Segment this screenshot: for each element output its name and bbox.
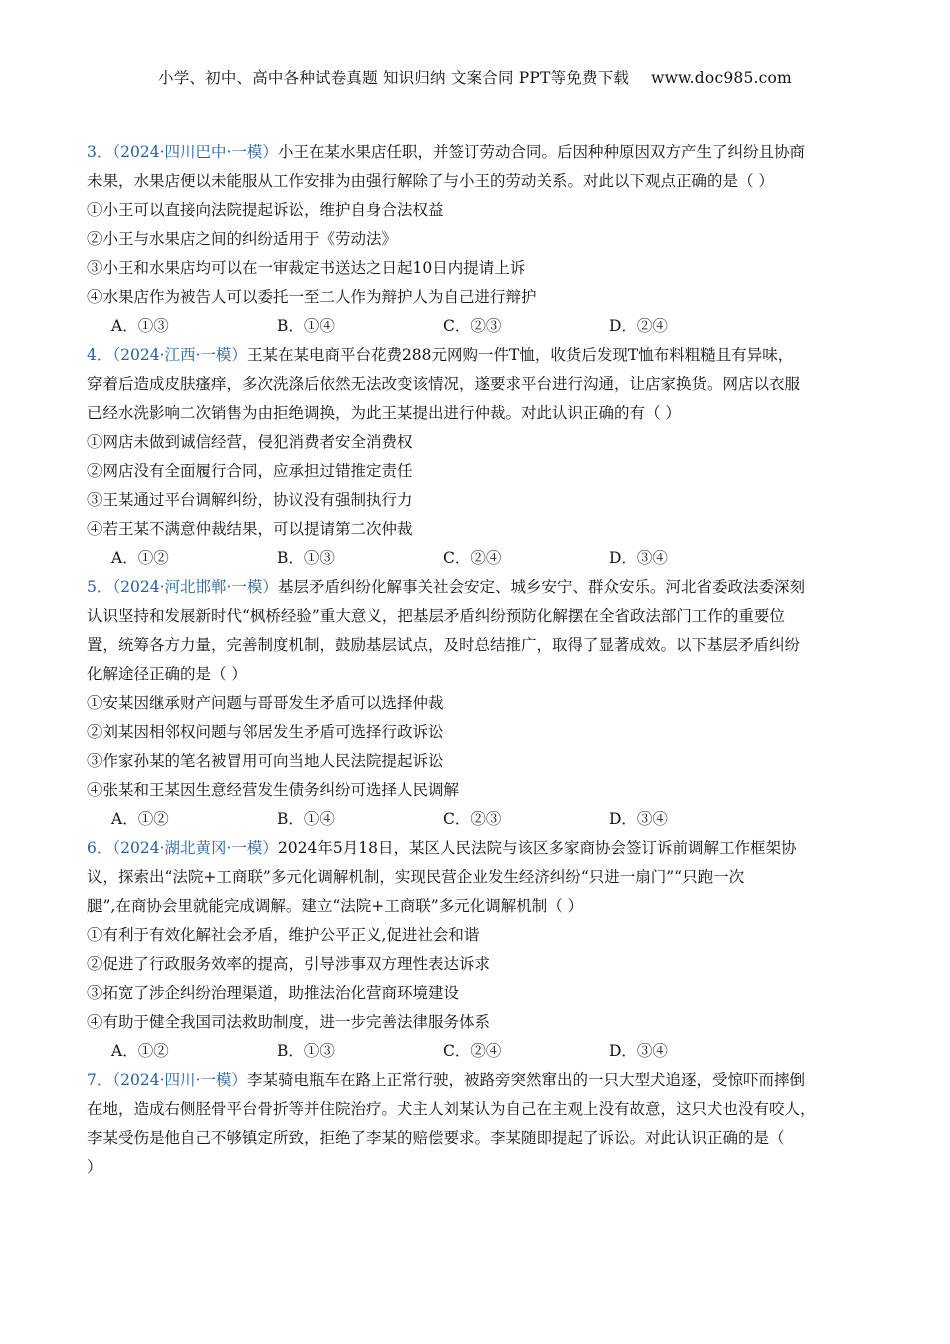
question-stem-line: 议，探索出“法院+工商联”多元化调解机制，实现民营企业发生经济纠纷“只进一扇门”“只跑一次 [87, 868, 745, 886]
statement-item: ④有助于健全我国司法救助制度，进一步完善法律服务体系 [87, 1013, 491, 1031]
answer-options [87, 805, 867, 834]
question-source: （2024·四川·一模） [112, 1071, 247, 1089]
question-4 [87, 341, 867, 573]
option-b: B．①③ [277, 549, 335, 567]
answer-options [87, 1037, 867, 1066]
question-stem-line: 李某受伤是他自己不够镇定所致，拒绝了李某的赔偿要求。李某随即提起了诉讼。对此认识正确的是（ [87, 1129, 785, 1147]
question-number: 6． [87, 839, 113, 857]
option-b: B．①④ [277, 810, 335, 828]
question-stem-line: 基层矛盾纠纷化解事关社会安定、城乡安宁、群众安乐。河北省委政法委深刻 [277, 578, 805, 596]
question-source: （2024·江西·一模） [112, 346, 247, 364]
question-stem-line: 在地，造成右侧胫骨平台骨折等并住院治疗。犬主人刘某认为自己在主观上没有故意，这只犬也没有咬人， [87, 1100, 816, 1118]
question-stem-line: 李某骑电瓶车在路上正常行驶，被路旁突然窜出的一只大型犬追逐，受惊吓而摔倒 [246, 1071, 805, 1089]
statement-item: ④若王某不满意仲裁结果，可以提请第二次仲裁 [87, 520, 413, 538]
question-6 [87, 834, 867, 1066]
question-source: （2024·湖北黄冈·一模） [112, 839, 278, 857]
option-c: C．②③ [443, 317, 502, 335]
option-c: C．②③ [443, 810, 502, 828]
option-c: C．②④ [443, 1042, 502, 1060]
question-stem-line: 穿着后造成皮肤瘙痒，多次洗涤后依然无法改变该情况，遂要求平台进行沟通，让店家换货。网店以衣服 [87, 375, 801, 393]
header-site: www.doc985.com [651, 69, 792, 87]
option-b: B．①③ [277, 1042, 335, 1060]
statement-item: ③王某通过平台调解纠纷，协议没有强制执行力 [87, 491, 413, 509]
statement-item: ②网店没有全面履行合同，应承担过错推定责任 [87, 462, 413, 480]
statement-item: ④水果店作为被告人可以委托一至二人作为辩护人为自己进行辩护 [87, 288, 537, 306]
question-3 [87, 138, 867, 341]
option-d: D．③④ [609, 549, 668, 567]
page-header [0, 66, 950, 88]
option-d: D．③④ [609, 1042, 668, 1060]
statement-item: ②刘某因相邻权问题与邻居发生矛盾可选择行政诉讼 [87, 723, 444, 741]
statement-item: ③作家孙某的笔名被冒用可向当地人民法院提起诉讼 [87, 752, 444, 770]
statement-item: ③小王和水果店均可以在一审裁定书送达之日起10日内提请上诉 [87, 259, 526, 277]
question-stem-line: 置，统筹各方力量，完善制度机制，鼓励基层试点，及时总结推广，取得了显著成效。以下基层矛盾纠纷 [87, 636, 801, 654]
option-a: A．①② [111, 1042, 169, 1060]
question-stem-line: 已经水洗影响二次销售为由拒绝调换，为此王某提出进行仲裁。对此认识正确的有（ ） [87, 404, 681, 422]
statement-item: ④张某和王某因生意经营发生债务纠纷可选择人民调解 [87, 781, 460, 799]
question-number: 5． [87, 578, 113, 596]
option-d: D．③④ [609, 810, 668, 828]
question-source: （2024·河北邯郸·一模） [112, 578, 278, 596]
question-stem-line: 小王在某水果店任职，并签订劳动合同。后因种种原因双方产生了纠纷且协商 [277, 143, 805, 161]
statement-item: ①安某因继承财产问题与哥哥发生矛盾可以选择仲裁 [87, 694, 444, 712]
question-5 [87, 573, 867, 834]
header-text: 小学、初中、高中各种试卷真题 知识归纳 文案合同 PPT等免费下载 [158, 69, 630, 87]
question-stem-line: 化解途径正确的是（ ） [87, 665, 247, 683]
question-number: 7． [87, 1071, 113, 1089]
statement-item: ③拓宽了涉企纠纷治理渠道，助推法治化营商环境建设 [87, 984, 460, 1002]
option-b: B．①④ [277, 317, 335, 335]
question-list [87, 138, 867, 1182]
statement-item: ②促进了行政服务效率的提高，引导涉事双方理性表达诉求 [87, 955, 491, 973]
answer-options [87, 312, 867, 341]
option-a: A．①② [111, 549, 169, 567]
question-stem-line: 认识坚持和发展新时代“枫桥经验”重大意义，把基层矛盾纠纷预防化解摆在全省政法部门工作的重要位 [87, 607, 785, 625]
statement-item: ①小王可以直接向法院提起诉讼，维护自身合法权益 [87, 201, 444, 219]
option-a: A．①③ [111, 317, 169, 335]
question-7 [87, 1066, 867, 1182]
statement-item: ①有利于有效化解社会矛盾，维护公平正义,促进社会和谐 [87, 926, 480, 944]
question-number: 3． [87, 143, 113, 161]
option-c: C．②④ [443, 549, 502, 567]
question-stem-line: ） [87, 1158, 103, 1176]
question-stem-line: 未果，水果店便以未能服从工作安排为由强行解除了与小王的劳动关系。对此以下观点正确的是（ ） [87, 172, 774, 190]
question-number: 4． [87, 346, 113, 364]
question-stem-line: 腿”,在商协会里就能完成调解。建立“法院+工商联”多元化调解机制（ ） [87, 897, 584, 915]
statement-item: ②小王与水果店之间的纠纷适用于《劳动法》 [87, 230, 398, 248]
question-stem-line: 王某在某电商平台花费288元网购一件T恤，收货后发现T恤布料粗糙且有异味， [246, 346, 794, 364]
answer-options [87, 544, 867, 573]
statement-item: ①网店未做到诚信经营，侵犯消费者安全消费权 [87, 433, 413, 451]
option-d: D．②④ [609, 317, 668, 335]
option-a: A．①② [111, 810, 169, 828]
question-stem-line: 2024年5月18日，某区人民法院与该区多家商协会签订诉前调解工作框架协 [277, 839, 797, 857]
question-source: （2024·四川巴中·一模） [112, 143, 278, 161]
